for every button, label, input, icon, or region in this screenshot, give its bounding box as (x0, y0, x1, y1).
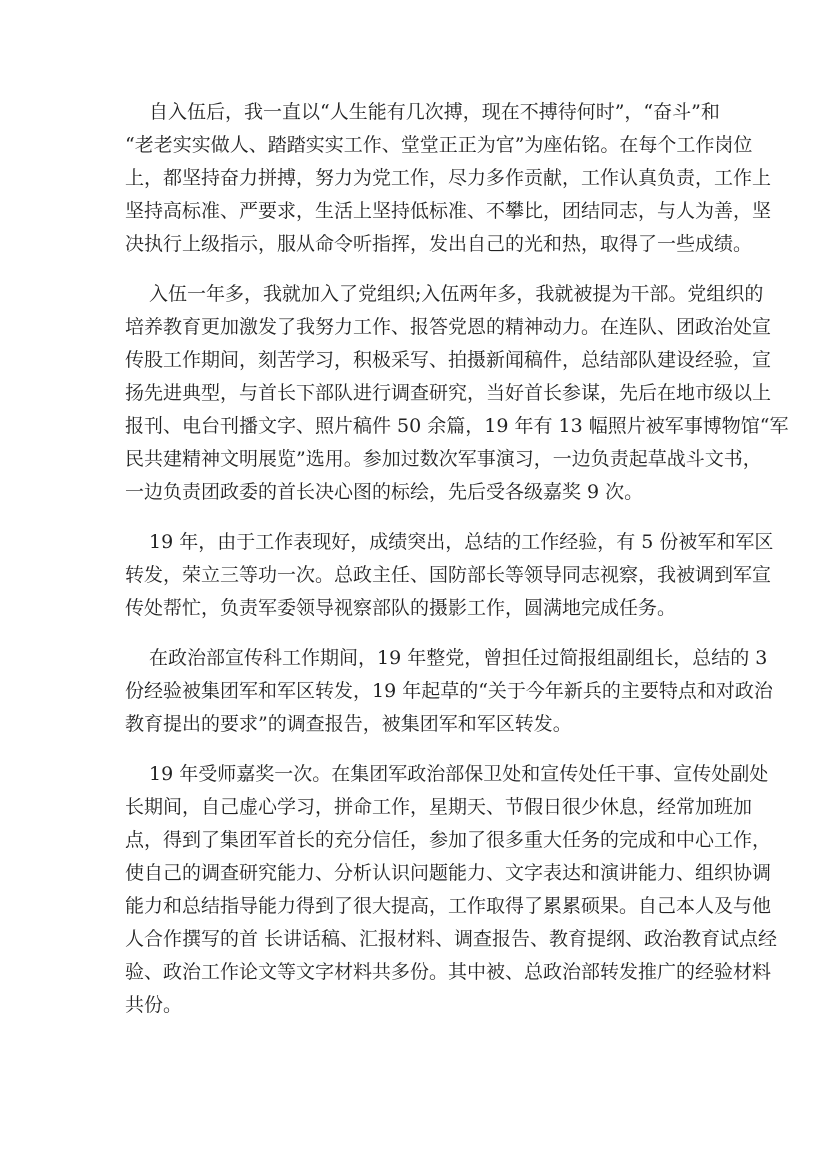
text-line: 教育提出的要求”的调查报告，被集团军和军区转发。 (125, 713, 572, 735)
text-line: 长期间，自己虚心学习，拼命工作，星期天、节假日很少休息，经常加班加 (125, 796, 753, 818)
text-line: 扬先进典型，与首长下部队进行调查研究，当好首长参谋，先后在地市级以上 (125, 382, 772, 404)
text-line: 19 年，由于工作表现好，成绩突出，总结的工作经验，有 5 份被军和军区 (149, 531, 774, 553)
text-line: 培养教育更加激发了我努力工作、报答党恩的精神动力。在连队、团政治处宣 (125, 316, 772, 338)
text-line: 在政治部宣传科工作期间，19 年整党，曾担任过简报组副组长，总结的 3 (149, 647, 768, 669)
paragraph (125, 758, 778, 1022)
text-line: 传股工作期间，刻苦学习，积极采写、拍摄新闻稿件，总结部队建设经验，宣 (125, 349, 772, 371)
text-line: 点，得到了集团军首长的充分信任，参加了很多重大任务的完成和中心工作， (125, 829, 772, 851)
paragraph (125, 642, 773, 741)
text-line: 共份。 (125, 994, 183, 1016)
text-line: 入伍一年多，我就加入了党组织;入伍两年多，我就被提为干部。党组织的 (149, 283, 764, 305)
text-line: “老老实实做人、踏踏实实工作、堂堂正正为官”为座佑铭。在每个工作岗位 (125, 134, 753, 156)
text-line: 人合作撰写的首 长讲话稿、汇报材料、调查报告、教育提纲、政治教育试点经 (125, 928, 778, 950)
text-line: 转发，荣立三等功一次。总政主任、国防部长等领导同志视察，我被调到军宣 (125, 564, 772, 586)
paragraph (125, 526, 774, 625)
text-line: 报刊、电台刊播文字、照片稿件 50 余篇，19 年有 13 幅照片被军事博物馆“军 (125, 415, 789, 437)
text-line: 使自己的调查研究能力、分析认识问题能力、文字表达和演讲能力、组织协调 (125, 862, 772, 884)
text-line: 上，都坚持奋力拼搏，努力为党工作，尽力多作贡献，工作认真负责，工作上 (125, 167, 772, 189)
text-line: 自入伍后，我一直以“人生能有几次搏，现在不搏待何时”，“奋斗”和 (149, 101, 720, 123)
text-line: 19 年受师嘉奖一次。在集团军政治部保卫处和宣传处任干事、宣传处副处 (149, 763, 769, 785)
document-page (125, 96, 789, 1039)
paragraph (125, 278, 789, 509)
paragraph (125, 96, 772, 261)
text-line: 传处帮忙，负责军委领导视察部队的摄影工作，圆满地完成任务。 (125, 597, 677, 619)
text-line: 决执行上级指示，服从命令听指挥，发出自己的光和热，取得了一些成绩。 (125, 233, 753, 255)
text-line: 份经验被集团军和军区转发，19 年起草的“关于今年新兵的主要特点和对政治 (125, 680, 773, 702)
text-line: 坚持高标准、严要求，生活上坚持低标准、不攀比，团结同志，与人为善，坚 (125, 200, 772, 222)
text-line: 验、政治工作论文等文字材料共多份。其中被、总政治部转发推广的经验材料 (125, 961, 772, 983)
text-line: 民共建精神文明展览”选用。参加过数次军事演习，一边负责起草战斗文书， (125, 448, 762, 470)
text-line: 能力和总结指导能力得到了很大提高，工作取得了累累硕果。自己本人及与他 (125, 895, 772, 917)
text-line: 一边负责团政委的首长决心图的标绘，先后受各级嘉奖 9 次。 (125, 481, 644, 503)
